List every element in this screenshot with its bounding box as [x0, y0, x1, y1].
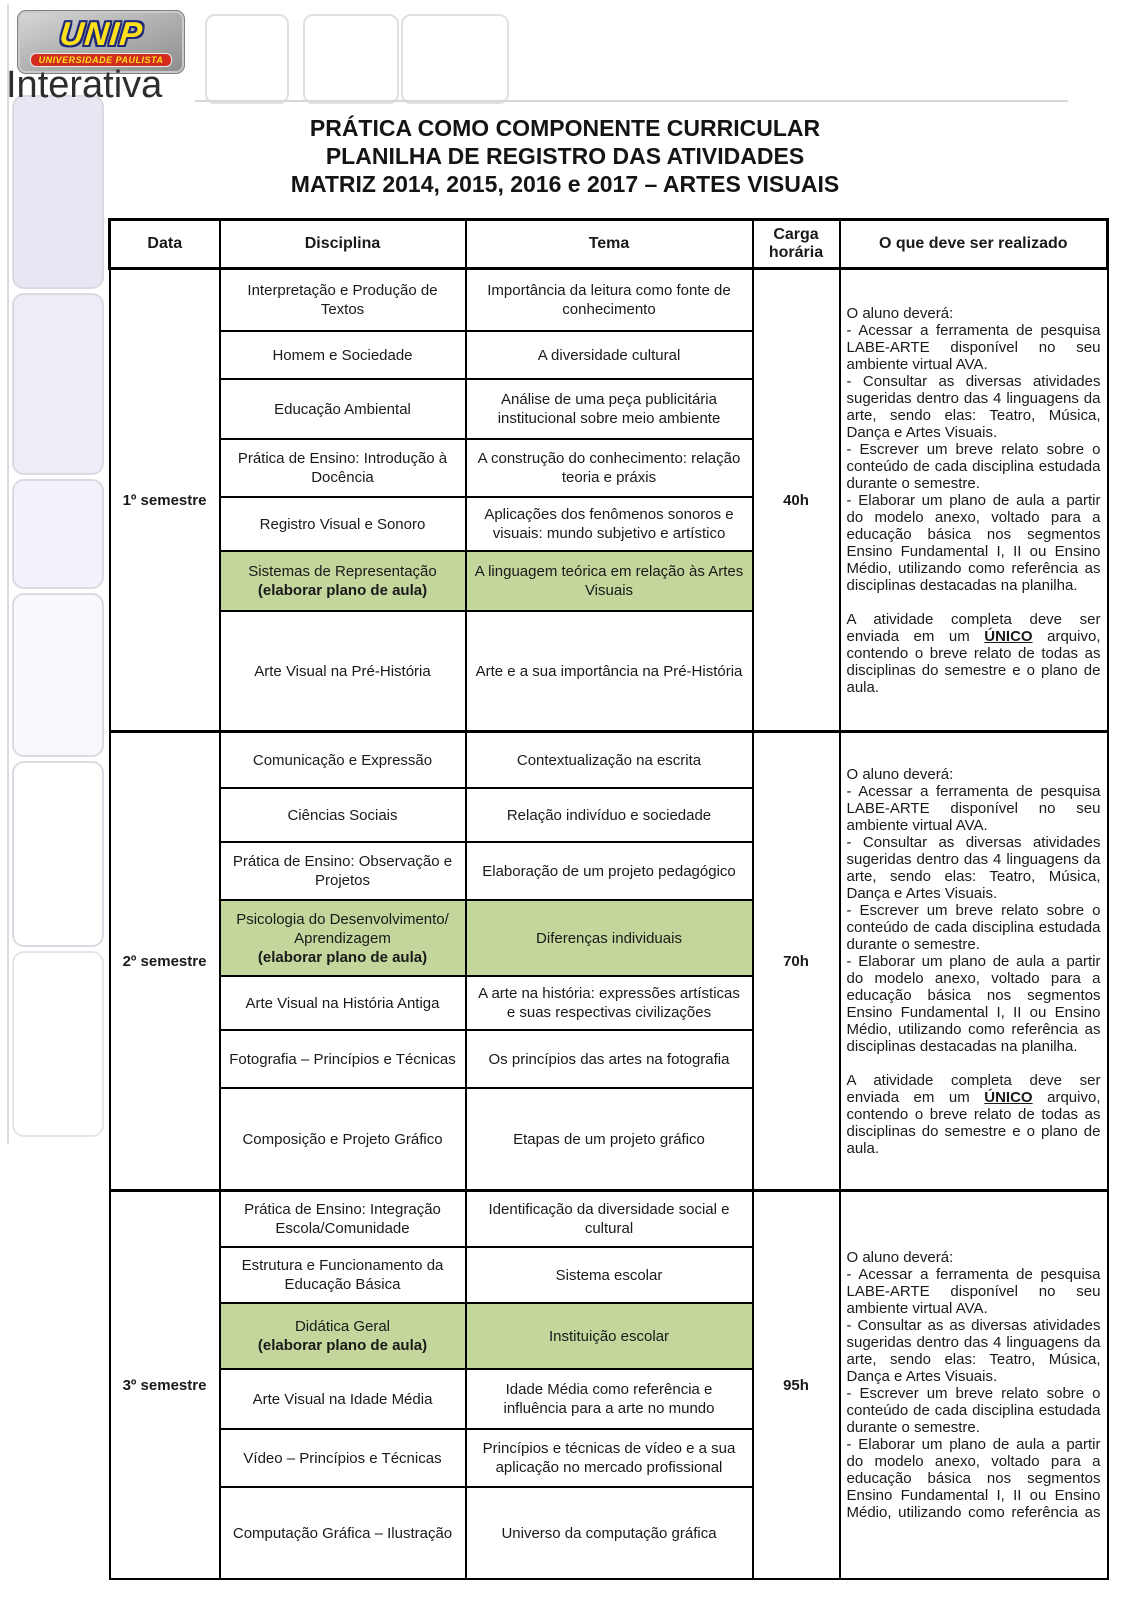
- page-title-line2: PLANILHA DE REGISTRO DAS ATIVIDADES: [325, 143, 805, 169]
- left-tab-decoration: [12, 293, 104, 475]
- tema-cell: Importância da leitura como fonte de conhecimento: [466, 269, 753, 332]
- disciplina-cell: [220, 1191, 466, 1248]
- carga-horaria-cell: 40h: [753, 269, 840, 732]
- tema-cell: A construção do conhecimento: relação teoria e práxis: [466, 439, 753, 497]
- disciplina-cell: [220, 842, 466, 900]
- tema-cell: Análise de uma peça publicitária institucional sobre meio ambiente: [466, 379, 753, 439]
- disciplina-text: Comunicação e Expressão: [252, 751, 433, 769]
- disciplina-text: Arte Visual na História Antiga: [245, 994, 440, 1012]
- tema-cell: A linguagem teórica em relação às Artes Visuais: [466, 551, 753, 611]
- disciplina-cell: [220, 1088, 466, 1191]
- disciplina-text: Arte Visual na Pré-História: [254, 662, 431, 680]
- tema-cell: A diversidade cultural: [466, 331, 753, 379]
- disciplina-text: Computação Gráfica – Ilustração: [232, 1524, 453, 1542]
- left-margin-line: [7, 4, 9, 1144]
- disciplina-text: Estrutura e Funcionamento da Educação Básica: [241, 1257, 444, 1293]
- disciplina-text: Interpretação e Produção de Textos: [247, 282, 438, 318]
- left-tab-decoration: [12, 951, 104, 1137]
- table-header-tema: Tema: [466, 220, 753, 269]
- unip-wordmark: UNIP: [57, 15, 145, 52]
- tema-cell: Os princípios das artes na fotografia: [466, 1030, 753, 1088]
- tema-cell: Elaboração de um projeto pedagógico: [466, 842, 753, 900]
- disciplina-cell: [220, 497, 466, 551]
- disciplina-text: Homem e Sociedade: [272, 346, 413, 364]
- tema-cell: Princípios e técnicas de vídeo e a sua aplicação no mercado profissional: [466, 1429, 753, 1487]
- disciplina-cell: [220, 269, 466, 332]
- table-header-carga-horaria: Carga horária: [753, 220, 840, 269]
- left-tab-decoration: [12, 95, 104, 289]
- tema-cell: A arte na história: expressões artísticas e suas respectivas civilizações: [466, 976, 753, 1030]
- plano-de-aula-note: (elaborar plano de aula): [257, 582, 428, 599]
- disciplina-cell: [220, 1487, 466, 1579]
- left-tab-decoration: [12, 593, 104, 757]
- disciplina-cell: [220, 1030, 466, 1088]
- disciplina-cell: [220, 900, 466, 976]
- left-tab-decoration: [12, 479, 104, 589]
- disciplina-cell: [220, 732, 466, 789]
- semester-cell: 2º semestre: [110, 732, 220, 1191]
- page-title: [115, 114, 1015, 198]
- realizado-text: O aluno deverá: - Acessar a ferramenta de pesquisa LABE-ARTE disponível no seu ambiente virtual AVA. - Consultar as as diversas atividades sugeridas dentro das 4 linguagens da arte, sendo elas: Teatro, Música, Dança e Artes Visuais. - Escrever um breve relato sobre o conteúdo de cada disciplina estudada durante o semestre. - Elaborar um plano de aula a partir do modelo anexo, voltado para a educação básica nos segmentos Ensino Fundamental I, II ou Ensino Médio, utilizando como referência as: [846, 1249, 1101, 1521]
- tema-cell: Arte e a sua importância na Pré-História: [466, 611, 753, 732]
- curriculum-table: [108, 218, 1109, 1580]
- table-header-row: [110, 220, 1108, 269]
- table-header-realizado: O que deve ser realizado: [840, 220, 1108, 269]
- disciplina-cell: [220, 788, 466, 842]
- table-header-disciplina: Disciplina: [220, 220, 466, 269]
- disciplina-text: Prática de Ensino: Introdução à Docência: [237, 450, 448, 486]
- unico-emphasis: ÚNICO: [984, 627, 1033, 645]
- disciplina-text: Prática de Ensino: Integração Escola/Comunidade: [244, 1201, 441, 1237]
- disciplina-cell: [220, 611, 466, 732]
- disciplina-text: Psicologia do Desenvolvimento/ Aprendizagem: [236, 910, 449, 947]
- realizado-text: O aluno deverá: - Acessar a ferramenta de pesquisa LABE-ARTE disponível no seu ambiente virtual AVA. - Consultar as diversas atividades sugeridas dentro das 4 linguagens da arte, sendo elas: Teatro, Música, Dança e Artes Visuais. - Escrever um breve relato sobre o conteúdo de cada disciplina estudada durante o semestre. - Elaborar um plano de aula a partir do modelo anexo, voltado para a educação básica nos segmentos Ensino Fundamental I, II ou Ensino Médio, utilizando como referência as disciplinas destacadas na planilha. A atividade completa deve ser enviada em um ÚNICO arquivo, contendo o breve relato de todas as disciplinas do semestre e o plano de aula.: [846, 765, 1101, 1157]
- realizado-cell: [840, 732, 1108, 1191]
- tema-cell: Contextualização na escrita: [466, 732, 753, 789]
- page-title-line1: PRÁTICA COMO COMPONENTE CURRICULAR: [309, 115, 821, 141]
- tema-cell: Relação indivíduo e sociedade: [466, 788, 753, 842]
- semester-cell: 3º semestre: [110, 1191, 220, 1580]
- realizado-cell: [840, 1191, 1108, 1580]
- universidade-paulista-banner: UNIVERSIDADE PAULISTA: [30, 53, 173, 67]
- disciplina-text: Registro Visual e Sonoro: [259, 515, 426, 533]
- curriculum-table-body: [110, 269, 1108, 1580]
- interativa-brand: Interativa: [6, 64, 163, 106]
- carga-horaria-cell: 70h: [753, 732, 840, 1191]
- disciplina-cell: [220, 1369, 466, 1429]
- disciplina-cell: [220, 331, 466, 379]
- disciplina-text: Composição e Projeto Gráfico: [242, 1130, 443, 1148]
- disciplina-cell: [220, 1303, 466, 1369]
- disciplina-cell: [220, 1429, 466, 1487]
- disciplina-cell: [220, 379, 466, 439]
- table-row: [110, 732, 1108, 789]
- plano-de-aula-note: (elaborar plano de aula): [257, 948, 428, 966]
- tema-cell: Idade Média como referência e influência para a arte no mundo: [466, 1369, 753, 1429]
- unico-emphasis: ÚNICO: [984, 1088, 1033, 1106]
- plano-de-aula-note: (elaborar plano de aula): [257, 1337, 428, 1354]
- tema-cell: Instituição escolar: [466, 1303, 753, 1369]
- tema-cell: Universo da computação gráfica: [466, 1487, 753, 1579]
- disciplina-text: Prática de Ensino: Observação e Projetos: [232, 853, 453, 889]
- disciplina-text: Sistemas de Representação: [248, 563, 437, 580]
- table-row: [110, 269, 1108, 332]
- realizado-text: O aluno deverá: - Acessar a ferramenta de pesquisa LABE-ARTE disponível no seu ambiente virtual AVA. - Consultar as diversas atividades sugeridas dentro das 4 linguagens da arte, sendo elas: Teatro, Música, Dança e Artes Visuais. - Escrever um breve relato sobre o conteúdo de cada disciplina estudada durante o semestre. - Elaborar um plano de aula a partir do modelo anexo, voltado para a educação básica nos segmentos Ensino Fundamental I, II ou Ensino Médio, utilizando como referência as disciplinas destacadas na planilha. A atividade completa deve ser enviada em um ÚNICO arquivo, contendo o breve relato de todas as disciplinas do semestre e o plano de aula.: [846, 304, 1101, 696]
- table-row: [110, 1191, 1108, 1248]
- disciplina-cell: [220, 1247, 466, 1303]
- realizado-cell: [840, 269, 1108, 732]
- top-tab-decoration: [401, 14, 509, 104]
- tema-cell: Etapas de um projeto gráfico: [466, 1088, 753, 1191]
- top-tab-decoration: [303, 14, 399, 104]
- disciplina-cell: [220, 439, 466, 497]
- table-header-data: Data: [110, 220, 220, 269]
- disciplina-cell: [220, 976, 466, 1030]
- disciplina-text: Arte Visual na Idade Média: [252, 1390, 433, 1408]
- tema-cell: Identificação da diversidade social e cultural: [466, 1191, 753, 1248]
- disciplina-text: Vídeo – Princípios e Técnicas: [243, 1449, 442, 1467]
- page-title-line3: MATRIZ 2014, 2015, 2016 e 2017 – ARTES VISUAIS: [290, 171, 840, 197]
- tema-cell: Diferenças individuais: [466, 900, 753, 976]
- disciplina-text: Didática Geral: [294, 1318, 391, 1335]
- header-divider-line: [195, 100, 1068, 102]
- tema-cell: Aplicações dos fenômenos sonoros e visuais: mundo subjetivo e artístico: [466, 497, 753, 551]
- disciplina-text: Ciências Sociais: [287, 806, 398, 824]
- disciplina-text: Educação Ambiental: [274, 400, 411, 418]
- top-tab-decoration: [205, 14, 289, 104]
- tema-cell: Sistema escolar: [466, 1247, 753, 1303]
- disciplina-cell: [220, 551, 466, 611]
- left-tab-decoration: [12, 761, 104, 947]
- carga-horaria-cell: 95h: [753, 1191, 840, 1580]
- disciplina-text: Fotografia – Princípios e Técnicas: [229, 1050, 456, 1068]
- semester-cell: 1º semestre: [110, 269, 220, 732]
